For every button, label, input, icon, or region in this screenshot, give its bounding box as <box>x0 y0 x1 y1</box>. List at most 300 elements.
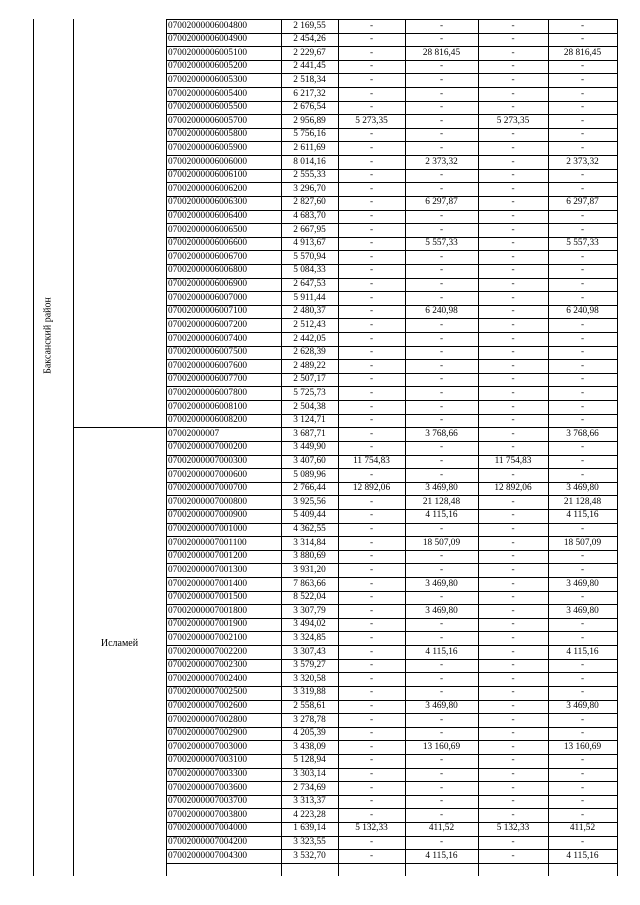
row-code: 07002000006006100 <box>168 170 248 181</box>
row-code: 07002000007004200 <box>168 837 248 848</box>
row-value: 3 313,37 <box>293 796 326 807</box>
row-value: 2 667,95 <box>293 224 326 235</box>
row-value: - <box>439 387 444 398</box>
row-code: 07002000006006200 <box>168 183 248 194</box>
row-value: - <box>580 619 585 630</box>
row-value: - <box>511 592 515 603</box>
row-value: - <box>511 129 515 140</box>
row-value: - <box>439 619 444 630</box>
row-value: - <box>580 319 585 330</box>
row-value: - <box>369 714 374 725</box>
row-value: - <box>511 755 515 766</box>
row-code: 07002000006005100 <box>168 47 248 58</box>
row-code: 07002000006008100 <box>168 401 248 412</box>
row-value: 3 469,80 <box>566 605 599 616</box>
row-value: - <box>511 605 515 616</box>
row-value: - <box>511 20 515 31</box>
row-code: 07002000007003300 <box>168 769 248 780</box>
row-value: 3 494,02 <box>293 619 326 630</box>
row-value: 4 913,67 <box>293 238 326 249</box>
row-value: - <box>439 333 444 344</box>
row-value: 28 816,45 <box>563 47 602 58</box>
row-value: 3 449,90 <box>293 442 326 453</box>
row-value: - <box>369 469 374 480</box>
row-value: - <box>511 646 515 657</box>
row-value: - <box>580 224 585 235</box>
row-value: - <box>439 564 444 575</box>
row-value: - <box>439 88 444 99</box>
row-value: 18 507,09 <box>422 537 461 548</box>
row-code: 07002000007 <box>168 428 220 439</box>
row-value: - <box>511 551 515 562</box>
row-value: - <box>369 660 374 671</box>
row-value: 3 687,71 <box>293 428 326 439</box>
row-value: 5 132,33 <box>496 823 530 834</box>
row-value: 6 240,98 <box>425 306 458 317</box>
row-value: - <box>580 673 585 684</box>
row-code: 07002000007001300 <box>168 564 248 575</box>
row-value: 5 273,35 <box>496 115 530 126</box>
row-value: - <box>439 632 444 643</box>
row-value: - <box>369 632 374 643</box>
row-value: - <box>511 837 515 848</box>
row-value: 2 555,33 <box>293 170 326 181</box>
row-value: - <box>511 524 515 535</box>
row-value: - <box>511 292 515 303</box>
row-value: - <box>439 769 444 780</box>
row-value: - <box>369 251 374 262</box>
row-value: - <box>580 728 585 739</box>
row-value: - <box>439 714 444 725</box>
row-value: 3 303,14 <box>293 769 326 780</box>
row-value: - <box>511 360 515 371</box>
row-value: - <box>511 251 515 262</box>
row-code: 07002000007000900 <box>168 510 248 521</box>
row-value: - <box>511 673 515 684</box>
row-value: - <box>369 142 374 153</box>
row-value: - <box>511 619 515 630</box>
row-value: 4 205,39 <box>293 728 326 739</box>
row-code: 07002000006007100 <box>168 306 248 317</box>
row-value: 2 507,17 <box>293 374 326 385</box>
row-value: - <box>439 782 444 793</box>
row-value: - <box>439 755 444 766</box>
row-code: 07002000006005800 <box>168 129 248 140</box>
row-value: 2 518,34 <box>293 74 326 85</box>
row-value: - <box>580 415 585 426</box>
row-value: - <box>580 20 585 31</box>
row-value: - <box>511 564 515 575</box>
row-value: - <box>439 319 444 330</box>
row-value: - <box>369 673 374 684</box>
row-value: - <box>369 415 374 426</box>
row-code: 07002000006006700 <box>168 251 248 262</box>
row-value: - <box>369 306 374 317</box>
row-value: 4 115,16 <box>425 510 458 521</box>
row-value: - <box>580 401 585 412</box>
row-value: - <box>369 796 374 807</box>
row-value: 2 647,53 <box>293 279 326 290</box>
row-value: - <box>369 442 374 453</box>
row-code: 07002000007002200 <box>168 646 248 657</box>
row-value: - <box>439 673 444 684</box>
row-value: 5 557,33 <box>566 238 599 249</box>
row-value: - <box>369 34 374 45</box>
row-code: 07002000006005900 <box>168 142 248 153</box>
row-value: - <box>369 374 374 385</box>
row-code: 07002000007000200 <box>168 442 248 453</box>
row-code: 07002000007001900 <box>168 619 248 630</box>
row-value: 4 115,16 <box>566 850 599 861</box>
row-value: 4 115,16 <box>566 510 599 521</box>
row-value: 4 223,28 <box>293 809 326 820</box>
row-value: - <box>580 115 585 126</box>
row-value: - <box>439 592 444 603</box>
row-value: - <box>369 183 374 194</box>
row-value: - <box>439 211 444 222</box>
row-value: - <box>439 142 444 153</box>
row-value: - <box>511 714 515 725</box>
row-value: - <box>369 238 374 249</box>
row-value: - <box>580 292 585 303</box>
row-code: 07002000006006600 <box>168 238 248 249</box>
row-value: 11 754,83 <box>353 456 390 467</box>
row-value: - <box>511 632 515 643</box>
row-value: - <box>580 524 585 535</box>
row-value: - <box>511 279 515 290</box>
row-value: - <box>580 755 585 766</box>
row-value: - <box>511 469 515 480</box>
row-code: 07002000007001000 <box>168 524 248 535</box>
row-value: 3 469,80 <box>566 483 599 494</box>
row-value: - <box>369 265 374 276</box>
row-value: - <box>511 197 515 208</box>
row-value: - <box>439 183 444 194</box>
row-value: - <box>439 796 444 807</box>
row-value: - <box>511 224 515 235</box>
row-value: - <box>369 701 374 711</box>
row-value: 5 756,16 <box>293 129 326 140</box>
row-code: 07002000007003600 <box>168 782 248 793</box>
row-value: - <box>369 279 374 290</box>
row-value: - <box>511 74 515 85</box>
row-code: 07002000007002600 <box>168 701 248 711</box>
row-value: 8 522,04 <box>293 592 326 603</box>
column-border <box>617 19 618 876</box>
row-code: 07002000006006900 <box>168 279 248 290</box>
row-value: 2 734,69 <box>293 782 326 793</box>
row-value: - <box>369 74 374 85</box>
row-value: - <box>369 20 374 31</box>
row-code: 07002000007004000 <box>168 823 248 834</box>
row-value: 13 160,69 <box>422 741 461 752</box>
row-value: 2 169,55 <box>293 20 326 31</box>
row-value: 4 115,16 <box>425 850 458 861</box>
row-value: 411,52 <box>428 823 455 834</box>
row-code: 07002000007001200 <box>168 551 248 562</box>
row-value: - <box>511 211 515 222</box>
row-value: 5 725,73 <box>293 387 326 398</box>
row-value: 7 863,66 <box>293 578 326 589</box>
row-value: - <box>369 333 374 344</box>
row-value: - <box>369 170 374 181</box>
row-code: 07002000007003100 <box>168 755 248 766</box>
row-value: - <box>369 496 374 507</box>
row-value: 2 454,26 <box>293 34 326 45</box>
row-value: 6 217,32 <box>293 88 326 99</box>
row-value: 5 089,96 <box>293 469 326 480</box>
row-value: 3 925,56 <box>293 496 326 507</box>
row-value: - <box>580 632 585 643</box>
row-code: 07002000006008200 <box>168 415 248 426</box>
row-value: - <box>369 510 374 521</box>
row-value: - <box>369 619 374 630</box>
row-value: - <box>369 61 374 72</box>
row-value: 3 324,85 <box>293 632 326 643</box>
row-value: - <box>439 265 444 276</box>
row-value: 3 768,66 <box>425 428 458 439</box>
row-value: - <box>369 564 374 575</box>
row-code: 07002000006006000 <box>168 156 248 167</box>
row-value: 6 297,87 <box>566 197 599 208</box>
row-value: 3 438,09 <box>293 741 326 752</box>
row-value: - <box>439 469 444 480</box>
row-code: 07002000007001500 <box>168 592 248 603</box>
row-value: - <box>511 728 515 739</box>
row-code: 07002000006007600 <box>168 360 248 371</box>
row-value: - <box>511 401 515 412</box>
row-value: - <box>369 387 374 398</box>
settlement-name: Исламей <box>100 638 139 650</box>
row-value: - <box>511 142 515 153</box>
row-value: 3 307,79 <box>293 605 326 616</box>
row-code: 07002000007002400 <box>168 673 248 684</box>
row-value: - <box>369 741 374 752</box>
row-code: 07002000007001400 <box>168 578 248 589</box>
row-value: - <box>439 809 444 820</box>
row-value: - <box>580 183 585 194</box>
row-value: - <box>439 401 444 412</box>
row-value: 4 683,70 <box>293 211 326 222</box>
row-value: - <box>511 238 515 249</box>
row-value: - <box>580 456 585 467</box>
row-value: 12 892,06 <box>494 483 532 494</box>
row-value: - <box>580 442 585 453</box>
row-value: 6 297,87 <box>425 197 458 208</box>
row-code: 07002000006004900 <box>168 34 248 45</box>
row-value: 3 469,80 <box>566 578 599 589</box>
row-code: 07002000007000800 <box>168 496 248 507</box>
row-value: 2 956,89 <box>293 115 326 126</box>
row-value: - <box>511 796 515 807</box>
row-value: - <box>369 347 374 358</box>
row-value: - <box>369 809 374 820</box>
row-value: 3 469,80 <box>425 483 458 494</box>
row-value: - <box>369 578 374 589</box>
row-code: 07002000006006300 <box>168 197 248 208</box>
row-value: 2 480,37 <box>293 306 326 317</box>
row-value: - <box>580 374 585 385</box>
row-value: 2 229,67 <box>293 47 326 58</box>
row-value: - <box>439 374 444 385</box>
row-code: 07002000007004300 <box>168 850 248 861</box>
row-value: 6 240,98 <box>566 306 599 317</box>
row-value: - <box>511 34 515 45</box>
row-value: - <box>369 319 374 330</box>
row-value: - <box>580 469 585 480</box>
row-value: - <box>439 360 444 371</box>
row-value: 5 273,35 <box>355 115 388 126</box>
row-value: 2 512,43 <box>293 319 326 330</box>
row-value: 21 128,48 <box>563 496 602 507</box>
row-value: 2 441,45 <box>293 61 326 72</box>
row-value: - <box>369 292 374 303</box>
row-code: 07002000006007500 <box>168 347 248 358</box>
row-value: - <box>511 61 515 72</box>
row-value: 13 160,69 <box>563 741 602 752</box>
row-value: 2 611,69 <box>293 142 326 153</box>
row-code: 07002000006007200 <box>168 319 248 330</box>
row-value: - <box>439 102 444 113</box>
row-value: - <box>580 809 585 820</box>
row-value: 21 128,48 <box>422 496 461 507</box>
row-value: - <box>580 347 585 358</box>
row-value: 2 628,39 <box>293 347 326 358</box>
row-value: - <box>439 442 444 453</box>
row-code: 07002000006005200 <box>168 61 248 72</box>
row-value: 3 278,78 <box>293 714 326 725</box>
row-value: - <box>439 415 444 426</box>
row-value: 12 892,06 <box>352 483 391 494</box>
row-value: - <box>369 850 374 861</box>
row-value: 5 570,94 <box>293 251 326 262</box>
row-value: - <box>439 115 444 126</box>
row-value: - <box>580 837 585 848</box>
row-value: - <box>439 837 444 848</box>
row-value: - <box>580 251 585 262</box>
row-value: 4 362,55 <box>293 524 326 535</box>
row-value: - <box>369 605 374 616</box>
row-value: 2 766,44 <box>293 483 326 494</box>
row-code: 07002000007003700 <box>168 796 248 807</box>
row-value: 3 532,70 <box>293 850 326 861</box>
row-value: 5 128,94 <box>293 755 326 766</box>
row-code: 07002000007001800 <box>168 605 248 616</box>
row-value: - <box>511 578 515 589</box>
row-value: - <box>439 74 444 85</box>
row-value: - <box>511 374 515 385</box>
row-value: - <box>369 837 374 848</box>
row-value: - <box>511 319 515 330</box>
row-value: - <box>511 782 515 793</box>
row-value: 3 469,80 <box>425 605 458 616</box>
row-code: 07002000006005700 <box>168 115 248 126</box>
row-value: - <box>439 251 444 262</box>
row-value: - <box>439 129 444 140</box>
row-value: - <box>511 537 515 548</box>
row-code: 07002000006005300 <box>168 74 248 85</box>
row-value: - <box>580 660 585 671</box>
row-value: - <box>511 442 515 453</box>
row-code: 07002000007002100 <box>168 632 248 643</box>
row-value: - <box>580 564 585 575</box>
row-value: - <box>580 129 585 140</box>
row-value: - <box>511 510 515 521</box>
row-code: 07002000006005400 <box>168 88 248 99</box>
row-value: - <box>439 347 444 358</box>
row-code: 07002000007003000 <box>168 741 248 752</box>
row-value: 3 469,80 <box>425 701 458 711</box>
row-value: - <box>369 197 374 208</box>
row-value: 3 931,20 <box>293 564 326 575</box>
row-value: 2 558,61 <box>293 701 326 711</box>
row-value: 3 407,60 <box>293 456 326 467</box>
row-value: 3 323,55 <box>293 837 326 848</box>
row-value: - <box>369 47 374 58</box>
row-value: - <box>511 769 515 780</box>
row-value: - <box>511 102 515 113</box>
row-value: - <box>511 88 515 99</box>
row-value: - <box>439 551 444 562</box>
row-code: 07002000007000300 <box>168 456 248 467</box>
row-value: - <box>580 769 585 780</box>
row-code: 07002000006006800 <box>168 265 248 276</box>
row-value: - <box>369 211 374 222</box>
row-value: - <box>369 755 374 766</box>
row-value: 2 676,54 <box>293 102 326 113</box>
row-value: - <box>511 850 515 861</box>
district-name: Баксанский район <box>42 297 54 374</box>
row-value: - <box>511 496 515 507</box>
row-value: - <box>511 415 515 426</box>
row-value: - <box>580 61 585 72</box>
row-value: 28 816,45 <box>422 47 461 58</box>
row-value: - <box>580 360 585 371</box>
row-value: - <box>511 156 515 167</box>
row-value: 2 504,38 <box>293 401 326 412</box>
row-value: 3 469,80 <box>425 578 458 589</box>
row-value: 411,52 <box>569 823 596 834</box>
row-value: - <box>439 524 444 535</box>
row-code: 07002000006007000 <box>168 292 248 303</box>
row-value: - <box>511 265 515 276</box>
row-value: - <box>511 687 515 698</box>
row-value: - <box>369 592 374 603</box>
row-value: - <box>580 782 585 793</box>
row-value: - <box>369 156 374 167</box>
row-border <box>166 863 618 864</box>
row-value: - <box>439 224 444 235</box>
row-value: - <box>511 183 515 194</box>
row-value: - <box>580 387 585 398</box>
row-value: - <box>369 360 374 371</box>
row-value: - <box>369 728 374 739</box>
row-value: 3 124,71 <box>293 415 326 426</box>
row-value: - <box>580 74 585 85</box>
row-value: - <box>369 102 374 113</box>
row-value: 5 557,33 <box>425 238 458 249</box>
row-value: - <box>511 306 515 317</box>
row-value: - <box>511 347 515 358</box>
row-value: - <box>439 279 444 290</box>
row-code: 07002000006007700 <box>168 374 248 385</box>
row-value: 3 320,58 <box>293 673 326 684</box>
row-code: 07002000007000600 <box>168 469 248 480</box>
row-value: - <box>511 387 515 398</box>
row-value: 5 409,44 <box>293 510 326 521</box>
row-value: - <box>580 333 585 344</box>
row-code: 07002000006006400 <box>168 211 248 222</box>
